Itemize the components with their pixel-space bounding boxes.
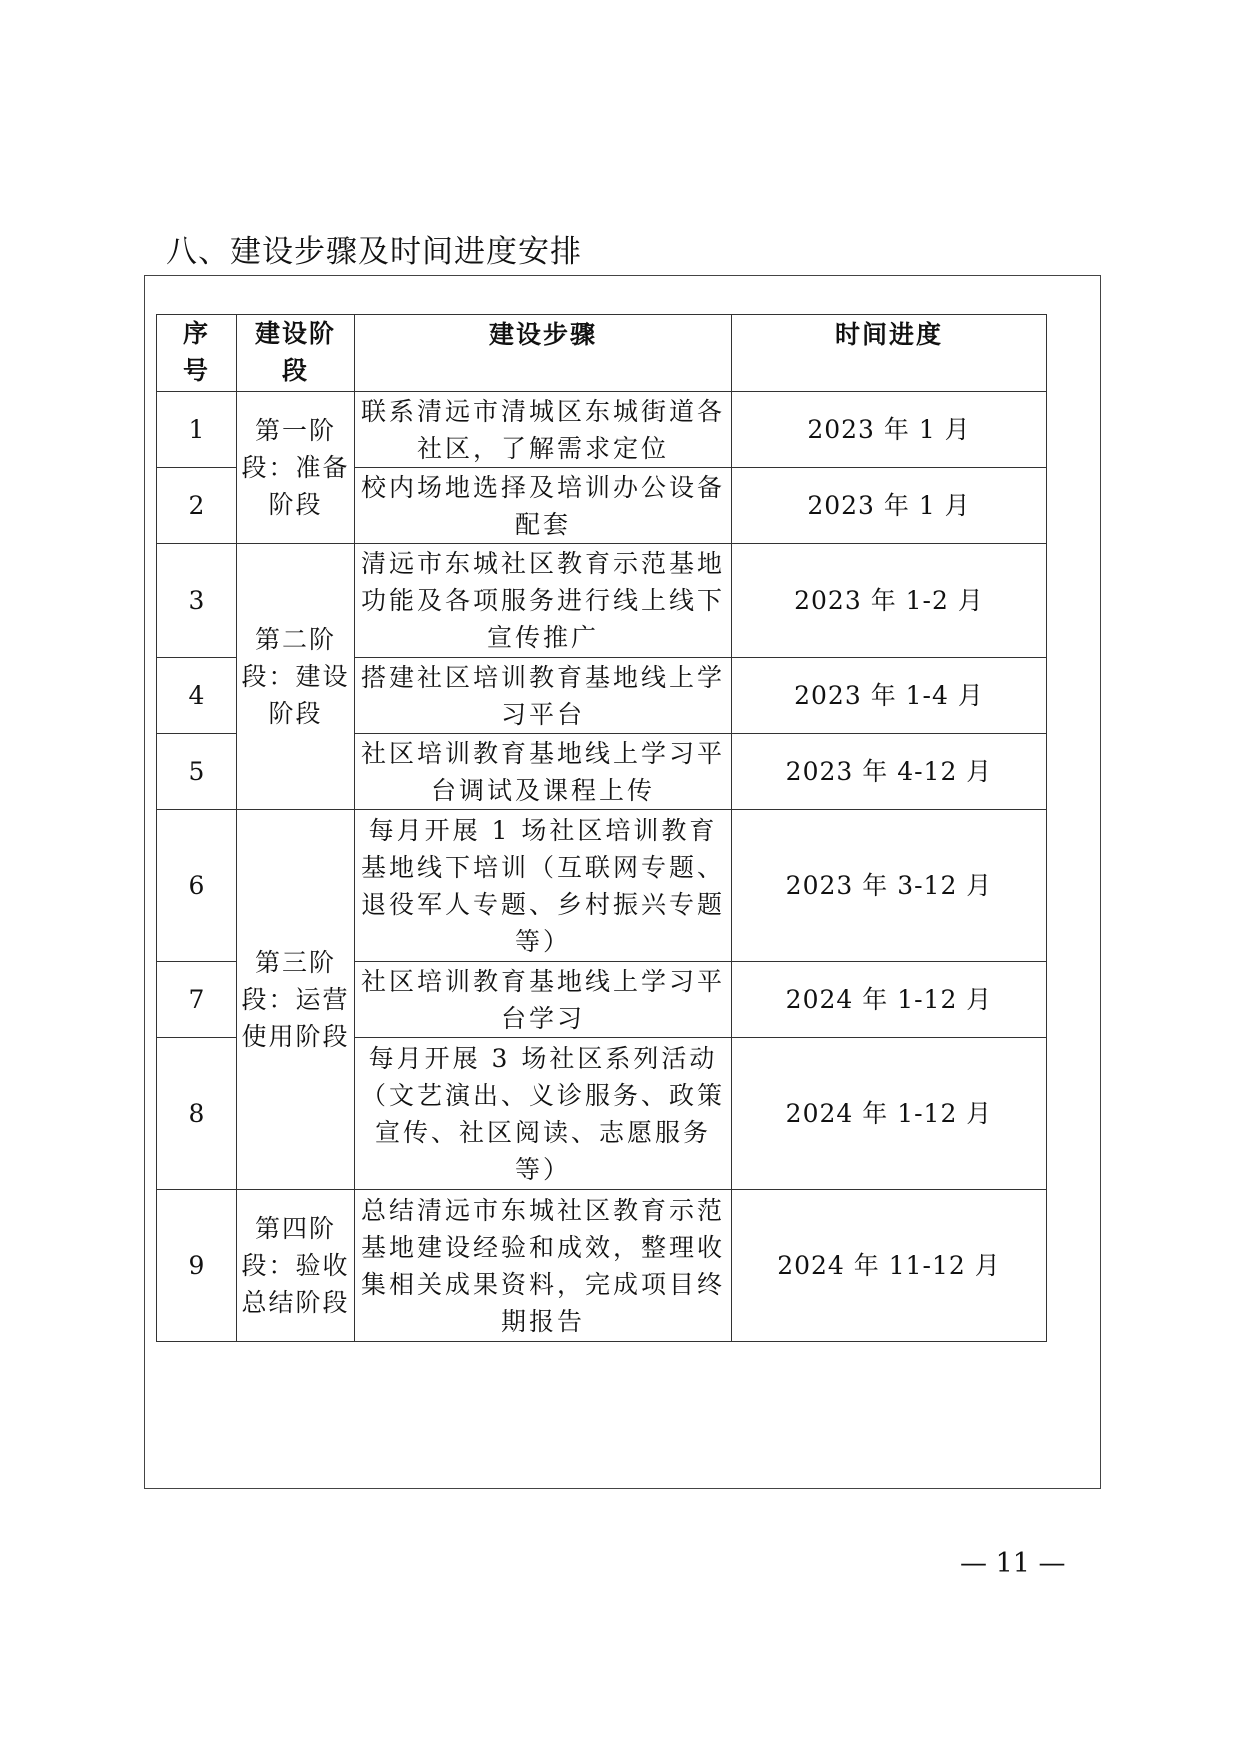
row-time: 2023 年 1-4 月	[732, 658, 1047, 734]
row-step: 社区培训教育基地线上学习平台调试及课程上传	[355, 734, 732, 810]
row-no: 3	[157, 544, 237, 658]
phase-cell: 第二阶段：建设阶段	[237, 544, 355, 810]
row-no: 1	[157, 392, 237, 468]
row-step: 清远市东城社区教育示范基地功能及各项服务进行线上线下宣传推广	[355, 544, 732, 658]
row-step: 社区培训教育基地线上学习平台学习	[355, 962, 732, 1038]
row-time: 2023 年 3-12 月	[732, 810, 1047, 962]
row-no: 5	[157, 734, 237, 810]
row-step: 每月开展 3 场社区系列活动（文艺演出、义诊服务、政策宣传、社区阅读、志愿服务等）	[355, 1038, 732, 1190]
phase-cell: 第四阶段：验收总结阶段	[237, 1190, 355, 1342]
row-time: 2023 年 1 月	[732, 392, 1047, 468]
page-number: — 11 —	[960, 1548, 1066, 1579]
row-no: 2	[157, 468, 237, 544]
row-step: 搭建社区培训教育基地线上学习平台	[355, 658, 732, 734]
row-step: 总结清远市东城社区教育示范基地建设经验和成效，整理收集相关成果资料，完成项目终期报告	[355, 1190, 732, 1342]
row-no: 9	[157, 1190, 237, 1342]
table-row	[157, 810, 1047, 962]
table-row	[157, 544, 1047, 658]
row-step: 每月开展 1 场社区培训教育基地线下培训（互联网专题、退役军人专题、乡村振兴专题等）	[355, 810, 732, 962]
header-phase: 建设阶段	[237, 315, 355, 392]
row-time: 2023 年 1 月	[732, 468, 1047, 544]
table-row	[157, 392, 1047, 468]
row-step: 校内场地选择及培训办公设备配套	[355, 468, 732, 544]
row-time: 2024 年 1-12 月	[732, 962, 1047, 1038]
header-step: 建设步骤	[355, 315, 732, 392]
schedule-table	[156, 314, 1047, 1342]
phase-cell: 第一阶段：准备阶段	[237, 392, 355, 544]
phase-cell: 第三阶段：运营使用阶段	[237, 810, 355, 1190]
row-time: 2024 年 11-12 月	[732, 1190, 1047, 1342]
row-time: 2023 年 1-2 月	[732, 544, 1047, 658]
row-time: 2023 年 4-12 月	[732, 734, 1047, 810]
table-header-row	[157, 315, 1047, 392]
table-row	[157, 1190, 1047, 1342]
row-no: 6	[157, 810, 237, 962]
header-time: 时间进度	[732, 315, 1047, 392]
row-no: 8	[157, 1038, 237, 1190]
header-no: 序号	[157, 315, 237, 392]
row-no: 4	[157, 658, 237, 734]
row-time: 2024 年 1-12 月	[732, 1038, 1047, 1190]
section-heading: 八、建设步骤及时间进度安排	[166, 234, 582, 270]
row-no: 7	[157, 962, 237, 1038]
row-step: 联系清远市清城区东城街道各社区，了解需求定位	[355, 392, 732, 468]
